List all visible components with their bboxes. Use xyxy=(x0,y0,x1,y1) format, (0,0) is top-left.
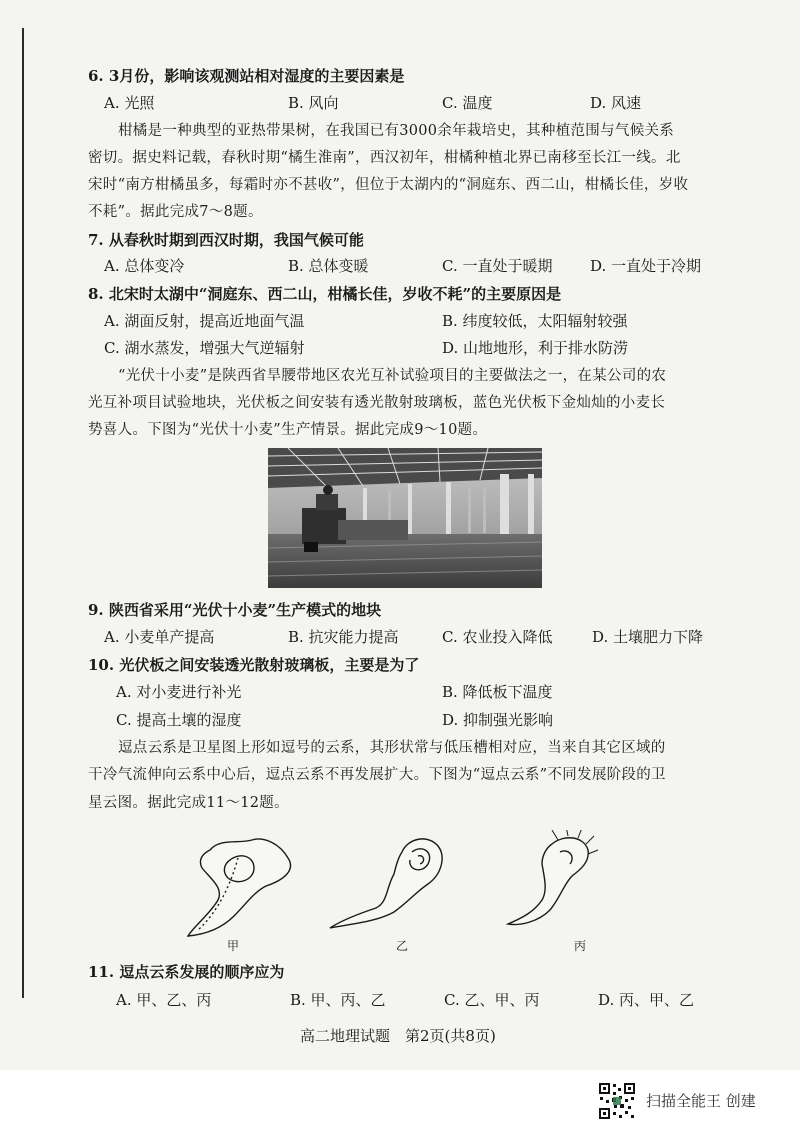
passage1-line3: 宋时“南方柑橘虽多，每霜时亦不甚收”，但位于太湖内的“洞庭东、西二山，柑橘长佳，岁收 xyxy=(88,177,689,193)
q10-option-c: C. 提高土壤的湿度 xyxy=(116,711,242,729)
qr-code-icon xyxy=(598,1082,636,1120)
passage3-line3: 星云图。据此完成11～12题。 xyxy=(88,795,289,811)
q9-option-d: D. 土壤肥力下降 xyxy=(592,628,704,646)
q8-option-d: D. 山地地形，利于排水防涝 xyxy=(442,339,629,357)
q10-option-a: A. 对小麦进行补光 xyxy=(116,683,242,701)
cloud-bing-figure xyxy=(508,830,598,924)
scanner-watermark-text: 扫描全能王 创建 xyxy=(646,1092,756,1110)
q8-option-c: C. 湖水蒸发，增强大气逆辐射 xyxy=(104,339,305,357)
q9-option-b: B. 抗灾能力提高 xyxy=(288,628,399,646)
q8-option-a: A. 湖面反射，提高近地面气温 xyxy=(104,312,305,330)
q11-option-d: D. 丙、甲、乙 xyxy=(598,991,695,1009)
passage1-line1: 柑橘是一种典型的亚热带果树，在我国已有3000余年栽培史，其种植范围与气候关系 xyxy=(118,123,675,139)
q9-option-a: A. 小麦单产提高 xyxy=(104,628,215,646)
passage2-line1: “光伏十小麦”是陕西省旱腰带地区农光互补试验项目的主要做法之一，在某公司的农 xyxy=(118,368,667,384)
q9-stem: 9. 陕西省采用“光伏十小麦”生产模式的地块 xyxy=(88,601,382,619)
q6-option-d: D. 风速 xyxy=(590,94,642,112)
q8-stem: 8. 北宋时太湖中“洞庭东、西二山，柑橘长佳，岁收不耗”的主要原因是 xyxy=(88,285,562,303)
passage3-line2: 干冷气流伸向云系中心后，逗点云系不再发展扩大。下图为“逗点云系”不同发展阶段的卫 xyxy=(88,767,666,783)
passage2-line2: 光互补项目试验地块，光伏板之间安装有透光散射玻璃板，蓝色光伏板下金灿灿的小麦长 xyxy=(88,395,666,411)
passage3-line1: 逗点云系是卫星图上形如逗号的云系，其形状常与低压槽相对应，当来自其它区域的 xyxy=(118,740,666,756)
q10-option-b: B. 降低板下温度 xyxy=(442,683,553,701)
q6-stem: 6. 3月份，影响该观测站相对湿度的主要因素是 xyxy=(88,67,405,85)
cloud-yi-figure xyxy=(330,839,442,928)
passage1-line4: 不耗”。据此完成7～8题。 xyxy=(88,204,263,220)
q11-stem: 11. 逗点云系发展的顺序应为 xyxy=(88,963,285,981)
pv-wheat-photo xyxy=(268,448,542,588)
q7-option-a: A. 总体变冷 xyxy=(104,257,185,275)
q6-option-b: B. 风向 xyxy=(288,94,339,112)
cloud-jia-figure xyxy=(188,839,291,936)
q9-option-c: C. 农业投入降低 xyxy=(442,628,553,646)
q8-option-b: B. 纬度较低，太阳辐射较强 xyxy=(442,312,628,330)
q11-option-a: A. 甲、乙、丙 xyxy=(116,991,212,1009)
pv-wheat-photo-drawing xyxy=(268,448,542,588)
q10-stem: 10. 光伏板之间安装透光散射玻璃板，主要是为了 xyxy=(88,656,420,674)
binding-margin-line xyxy=(22,28,24,998)
passage2-line3: 势喜人。下图为“光伏十小麦”生产情景。据此完成9～10题。 xyxy=(88,422,488,438)
q6-option-c: C. 温度 xyxy=(442,94,493,112)
q11-option-c: C. 乙、甲、丙 xyxy=(444,991,540,1009)
q7-stem: 7. 从春秋时期到西汉时期，我国气候可能 xyxy=(88,231,364,249)
page-footer: 高二地理试题 第2页(共8页) xyxy=(300,1027,496,1045)
passage1-line2: 密切。据史料记载，春秋时期“橘生淮南”，西汉初年，柑橘种植北界已南移至长江一线。北 xyxy=(88,150,681,166)
cloud-label-jia: 甲 xyxy=(227,939,240,953)
comma-cloud-figures xyxy=(180,830,600,950)
cloud-label-bing: 丙 xyxy=(574,939,587,953)
q6-option-a: A. 光照 xyxy=(104,94,155,112)
q7-option-b: B. 总体变暖 xyxy=(288,257,369,275)
q11-option-b: B. 甲、丙、乙 xyxy=(290,991,386,1009)
q7-option-d: D. 一直处于冷期 xyxy=(590,257,702,275)
q7-option-c: C. 一直处于暖期 xyxy=(442,257,553,275)
cloud-label-yi: 乙 xyxy=(396,939,409,953)
q10-option-d: D. 抑制强光影响 xyxy=(442,711,554,729)
